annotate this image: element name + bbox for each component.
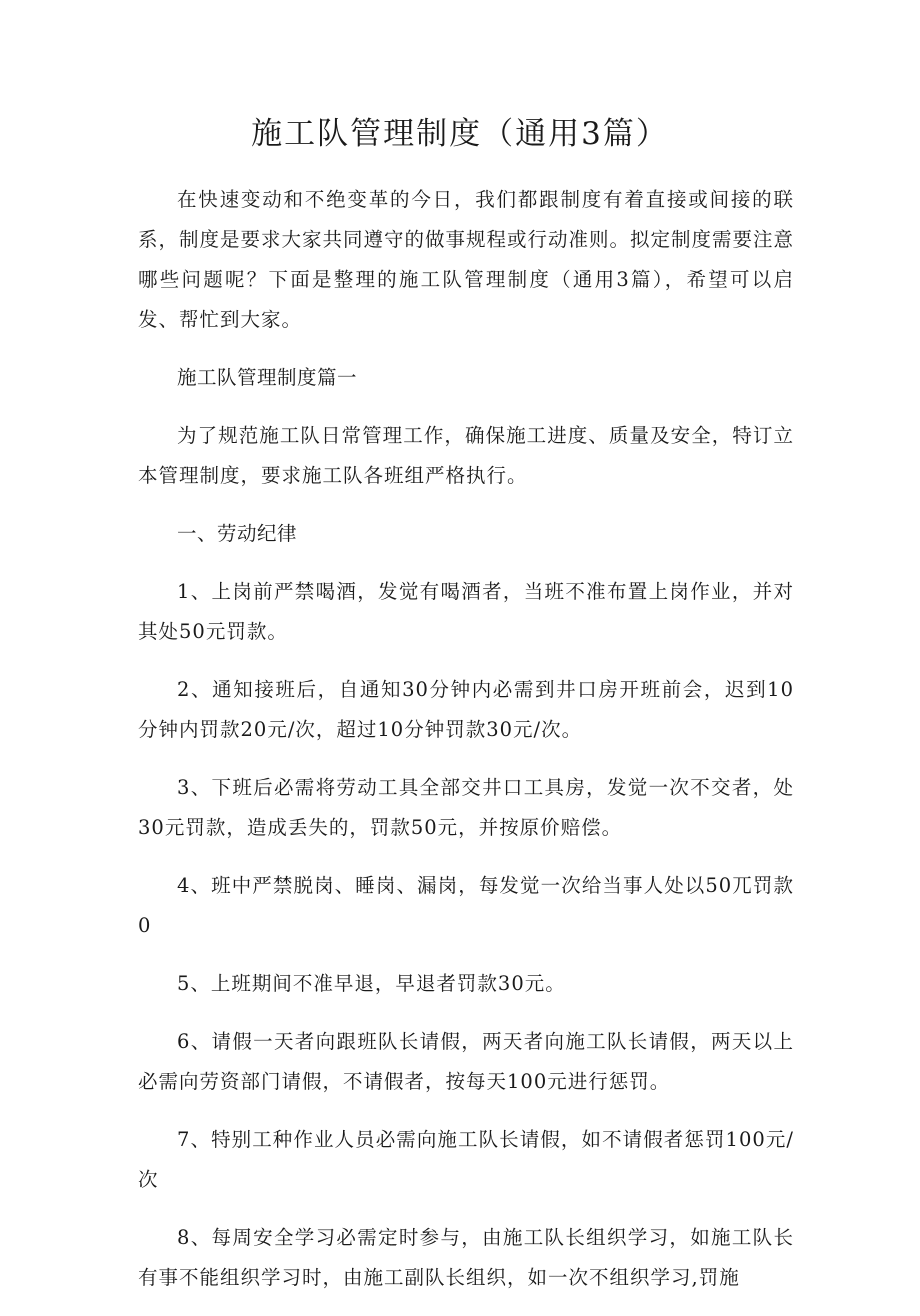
- rule-item: 2、通知接班后，自通知30分钟内必需到井口房开班前会，迟到10分钟内罚款20元/次，超过10分钟罚款30元/次。: [138, 678, 794, 741]
- document-body: [138, 180, 794, 1316]
- rule-item: 1、上岗前严禁喝酒，发觉有喝酒者，当班不准布置上岗作业，并对其处50元罚款。: [138, 580, 794, 643]
- rule-item: 3、下班后必需将劳动工具全部交井口工具房，发觉一次不交者，处30元罚款，造成丢失的，罚款50元，并按原价赔偿。: [138, 776, 794, 839]
- intro-paragraph: 在快速变动和不绝变革的今日，我们都跟制度有着直接或间接的联系，制度是要求大家共同遵守的做事规程或行动准则。拟定制度需要注意哪些问题呢？下面是整理的施工队管理制度（通用3篇），希望可以启发、帮忙到大家。: [138, 188, 795, 331]
- rule-item: 4、班中严禁脱岗、睡岗、漏岗，每发觉一次给当事人处以50兀罚款0: [138, 874, 794, 937]
- document-title: 施工队管理制度（通用3篇）: [251, 116, 669, 152]
- rule-item: 6、请假一天者向跟班队长请假，两天者向施工队长请假，两天以上必需向劳资部门请假，不请假者，按每天100元进行惩罚。: [138, 1030, 794, 1093]
- section-heading: 施工队管理制度篇一: [177, 366, 358, 389]
- rule-item: 7、特别工种作业人员必需向施工队长请假，如不请假者惩罚100元/次: [138, 1128, 794, 1191]
- rule-item: 8、每周安全学习必需定时参与，由施工队长组织学习，如施工队长有事不能组织学习时，由施工副队长组织，如一次不组织学习,罚施: [138, 1226, 794, 1289]
- purpose-paragraph: 为了规范施工队日常管理工作，确保施工进度、质量及安全，特订立本管理制度，要求施工队各班组严格执行。: [138, 424, 794, 487]
- rule-item: 5、上班期间不准早退，早退者罚款30元。: [177, 972, 566, 995]
- subsection-heading: 一、劳动纪律: [177, 522, 298, 545]
